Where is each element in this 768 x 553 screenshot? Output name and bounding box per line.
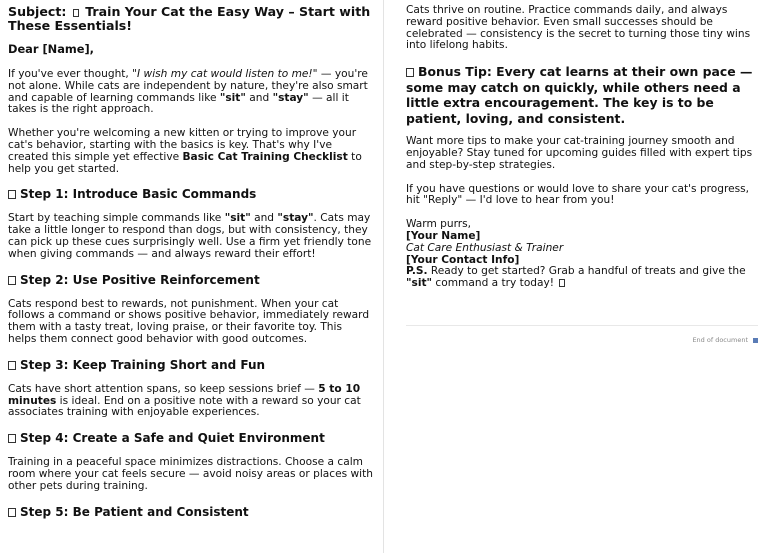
step-4-heading: Step 4: Create a Safe and Quiet Environment [8,431,373,445]
checkbox-icon [8,190,16,199]
signature-block [406,219,760,290]
bonus-tip: Bonus Tip: Every cat learns at their own pace — some may catch on quickly, while others need a little extra encouragement. The key is to be patient, loving, and consistent. [406,64,753,126]
more-tips-paragraph: Want more tips to make your cat-training journey smooth and enjoyable? Stay tuned for upcoming guides filled with expert tips and step-by-step strategies. [406,135,753,171]
step-3-body: Cats have short attention spans, so keep sessions brief — 5 to 10 minutes is ideal. End on a positive note with a reward so your cat associates training with enjoyable experiences. [8,382,361,419]
step-5-heading: Step 5: Be Patient and Consistent [8,505,373,519]
questions-paragraph: If you have questions or would love to share your cat's progress, hit "Reply" — I'd love to hear from you! [406,182,750,207]
postscript: P.S. Ready to get started? Grab a handful of treats and give the "sit" command a try today! [406,265,746,290]
subject-text: Train Your Cat the Easy Way – Start with These Essentials! [8,4,371,33]
end-of-document-rule [406,325,758,326]
end-of-document-marker [692,335,758,347]
page-left-column [0,0,383,553]
paw-emoji-icon [559,279,565,287]
signoff-contact: [Your Contact Info] [406,253,520,266]
checkbox-icon [8,276,16,285]
checkbox-icon [8,434,16,443]
intro-paragraph-1: If you've ever thought, "I wish my cat would listen to me!" — you're not alone. While cats are independent by nature, they're also smart and capable of learning commands like "sit" and "stay" — all it takes is the right approach. [8,68,368,116]
email-subject [8,5,373,33]
step-2-heading: Step 2: Use Positive Reinforcement [8,273,373,287]
subject-prefix: Subject: [8,4,67,19]
signoff-name: [Your Name] [406,229,481,242]
end-of-document-label: End of document [692,336,748,344]
step-2-body: Cats respond best to rewards, not punishment. When your cat follows a command or shows positive behavior, immediately reward them with a tasty treat, loving praise, or their favorite toy. This helps them connect good behavior with good outcomes. [8,297,370,345]
star-icon [406,68,414,77]
page-right-column [384,0,768,553]
checkbox-icon [8,361,16,370]
step-5-body: Cats thrive on routine. Practice commands daily, and always reward positive behavior. Even small successes should be celebrated — consistency is the secret to turning those tiny wins into lifelong habits. [406,4,751,52]
intro-paragraph-2: Whether you're welcoming a new kitten or trying to improve your cat's behavior, starting with the basics is key. That's why I've created this simple yet effective Basic Cat Training Checklist to help you get started. [8,127,362,175]
step-4-body: Training in a peaceful space minimizes distractions. Choose a calm room where your cat feels secure — avoid noisy areas or places with other pets during training. [8,456,373,492]
signoff-warm: Warm purrs, [406,218,471,231]
signoff-title: Cat Care Enthusiast & Trainer [406,241,564,254]
checkbox-icon [8,508,16,517]
step-3-heading: Step 3: Keep Training Short and Fun [8,358,373,372]
cat-emoji-icon [73,9,79,17]
step-1-heading: Step 1: Introduce Basic Commands [8,187,373,201]
end-square-icon [753,338,758,343]
step-1-body: Start by teaching simple commands like "sit" and "stay". Cats may take a little longer to respond than dogs, but with consistency, they can pick up these cues surprisingly well. Use a firm yet friendly tone when giving commands — and always reward their effort! [8,212,372,260]
salutation: Dear [Name], [8,42,95,56]
